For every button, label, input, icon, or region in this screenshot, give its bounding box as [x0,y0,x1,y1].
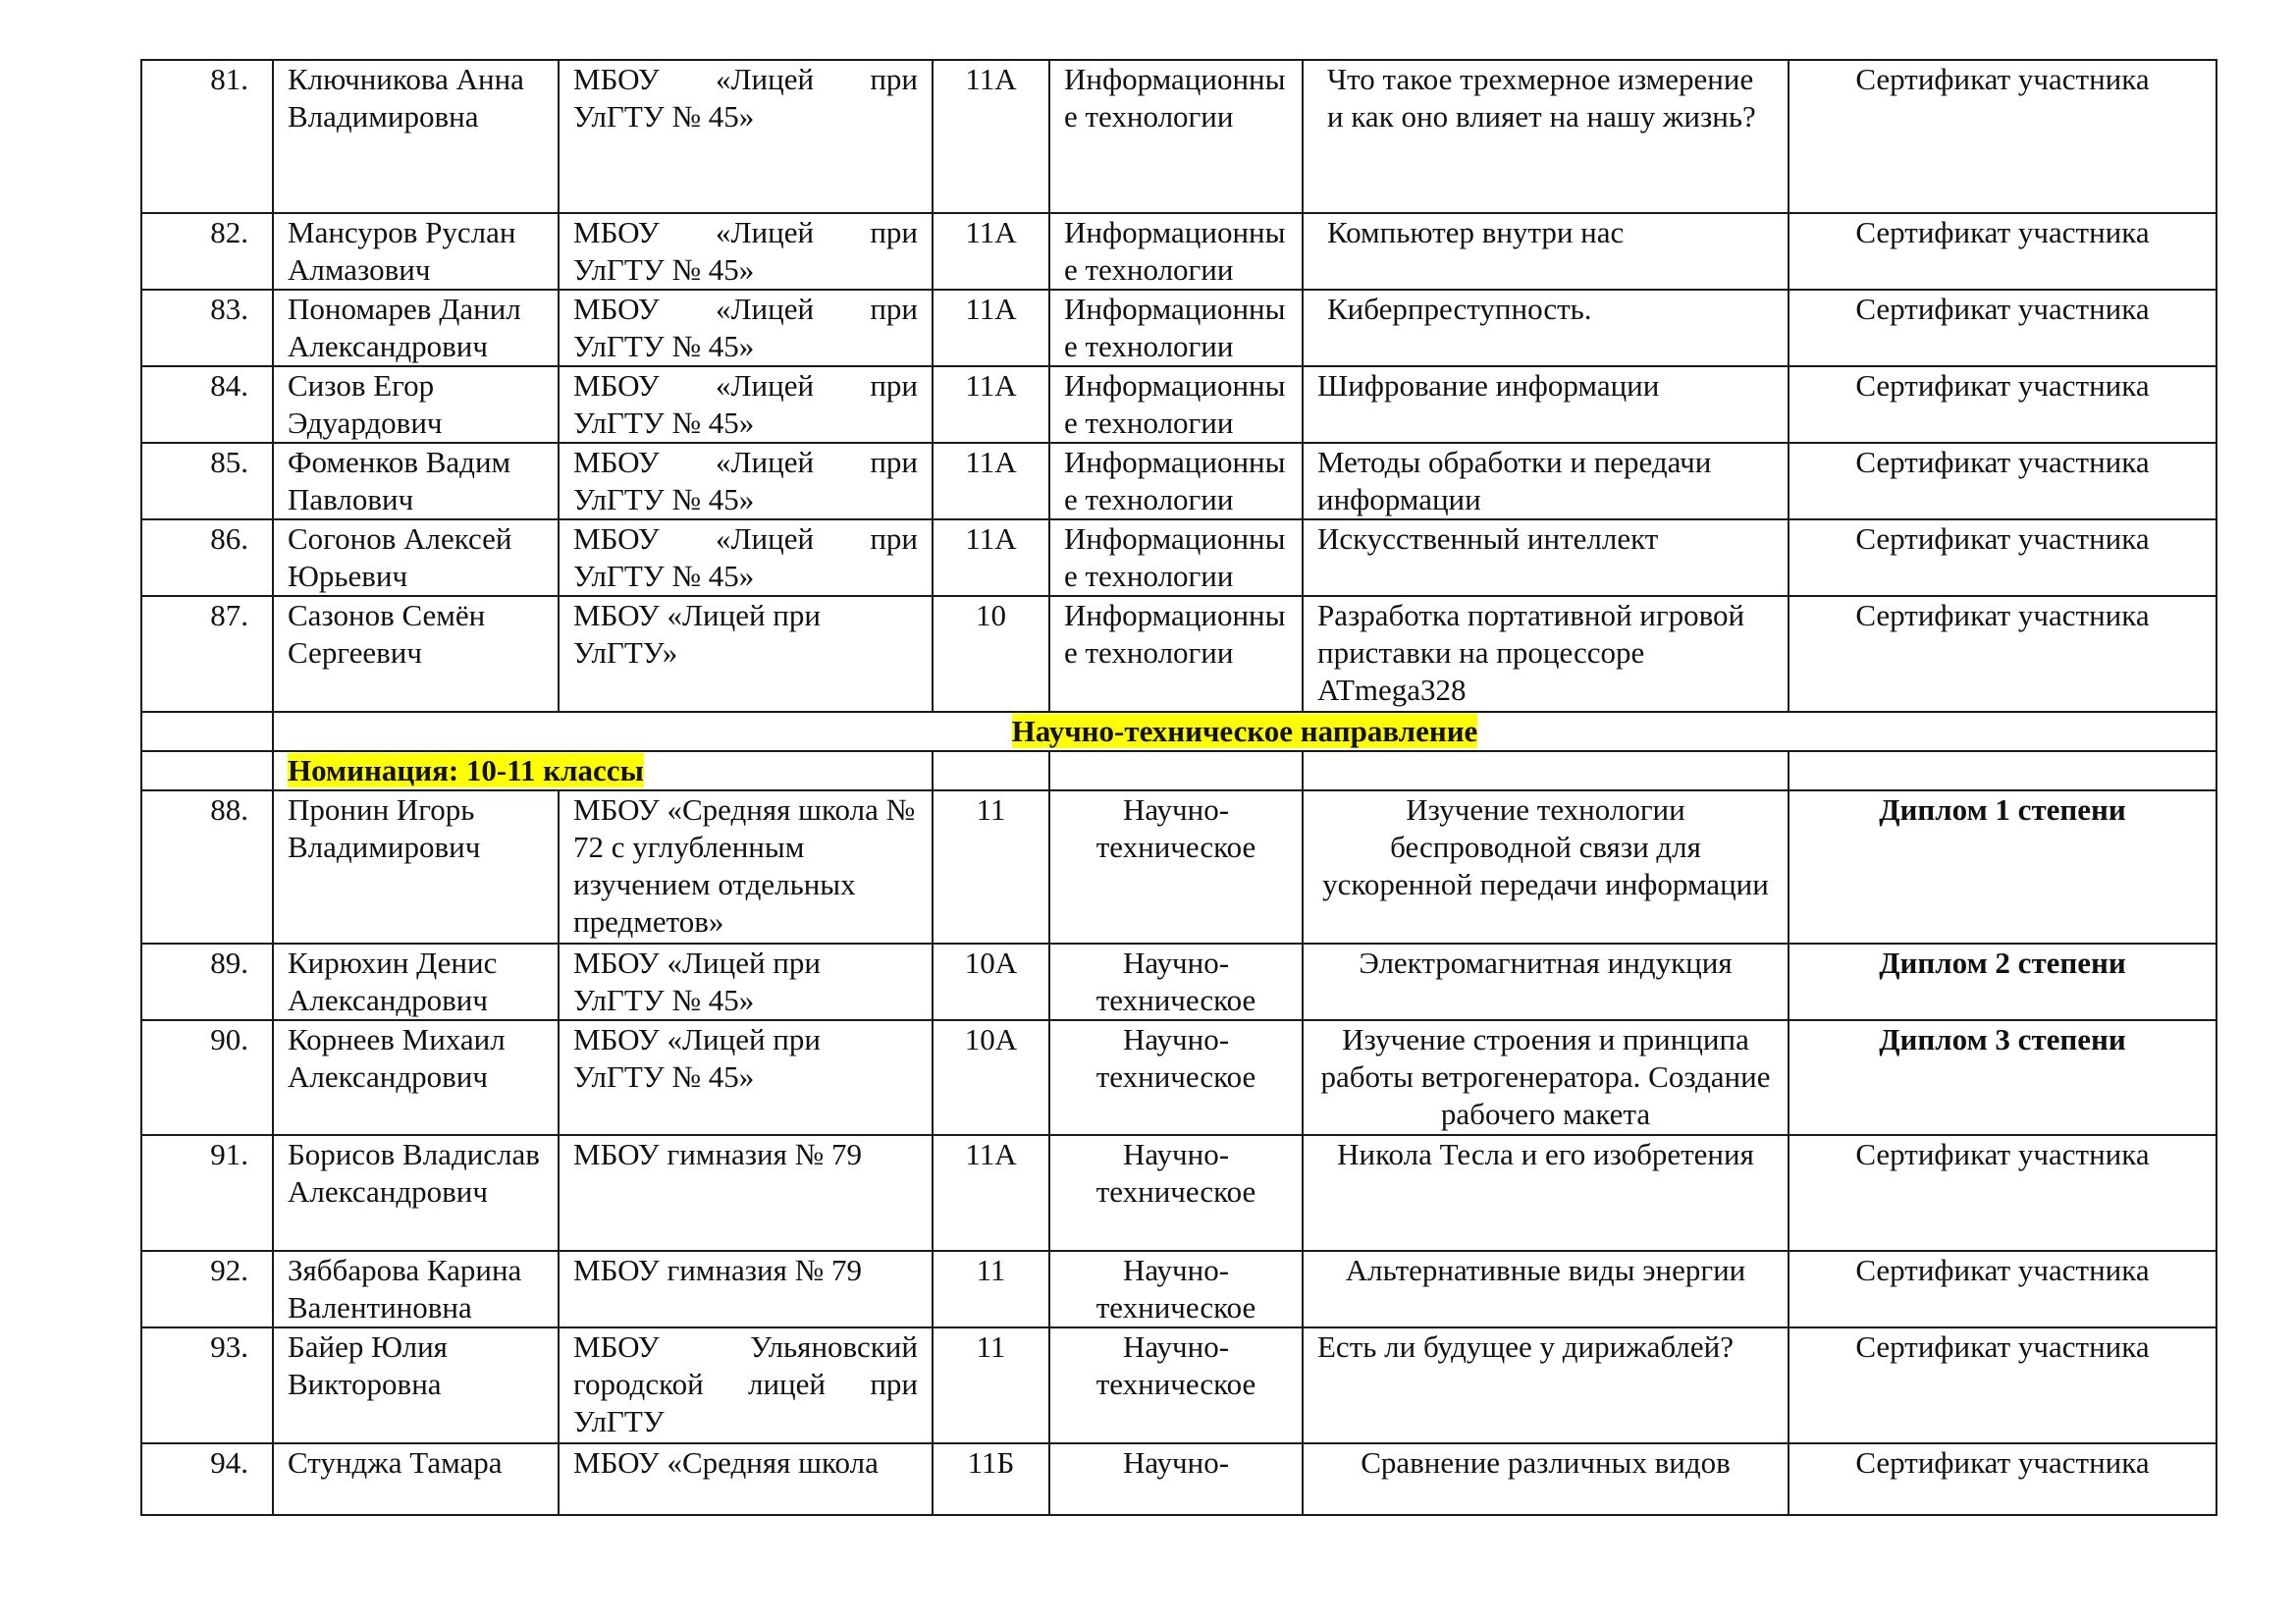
school-line: МБОУ «Лицей при [573,292,918,326]
participant-name: Борисов Владислав Александрович [273,1135,559,1251]
participant-name: Зяббарова Карина Валентиновна [273,1251,559,1327]
nomination-row [141,751,2216,790]
nomination-cell [273,751,933,790]
award: Сертификат участника [1789,519,2216,596]
results-table [140,59,2217,1516]
table-row [141,1251,2216,1327]
award: Сертификат участника [1789,1443,2216,1515]
school-line: УлГТУ № 45» [573,482,755,516]
grade: 11А [933,443,1049,519]
school-name [559,290,933,366]
direction: Научно-техническое [1049,944,1303,1020]
school-name: МБОУ «Средняя школа [559,1443,933,1515]
row-number: 83. [141,290,273,366]
grade: 10А [933,1020,1049,1135]
topic: Изучение технологии беспроводной связи для ускоренной передачи информации [1303,790,1789,944]
school-line: МБОУ «Лицей при [573,445,918,479]
table-row [141,213,2216,290]
participant-name: Стунджа Тамара [273,1443,559,1515]
direction: Информационные технологии [1049,213,1303,290]
topic: Сравнение различных видов [1303,1443,1789,1515]
participant-name: Байер Юлия Викторовна [273,1327,559,1443]
topic: Искусственный интеллект [1303,519,1789,596]
row-number: 84. [141,366,273,443]
grade: 11 [933,1251,1049,1327]
award: Сертификат участника [1789,1251,2216,1327]
award: Сертификат участника [1789,213,2216,290]
section-title-cell [273,712,2216,751]
award: Сертификат участника [1789,596,2216,712]
participant-name: Фоменков Вадим Павлович [273,443,559,519]
school-line: МБОУ «Лицей при [573,62,918,96]
participant-name: Кирюхин Денис Александрович [273,944,559,1020]
award: Сертификат участника [1789,366,2216,443]
row-number: 91. [141,1135,273,1251]
participant-name: Ключникова Анна Владимировна [273,60,559,213]
grade: 11А [933,1135,1049,1251]
school-name: МБОУ «Лицей при УлГТУ № 45» [559,944,933,1020]
topic: Киберпреступность. [1303,290,1789,366]
topic: Альтернативные виды энергии [1303,1251,1789,1327]
grade: 11 [933,790,1049,944]
topic: Разработка портативной игровой приставки на процессоре ATmega328 [1303,596,1789,712]
award: Сертификат участника [1789,443,2216,519]
award: Диплом 3 степени [1789,1020,2216,1135]
grade: 11А [933,366,1049,443]
award: Сертификат участника [1789,1327,2216,1443]
empty-cell [141,712,273,751]
direction: Научно-техническое [1049,790,1303,944]
school-name [559,366,933,443]
direction: Информационные технологии [1049,596,1303,712]
grade: 11 [933,1327,1049,1443]
grade: 11А [933,213,1049,290]
school-name [559,519,933,596]
table-row [141,1135,2216,1251]
topic: Есть ли будущее у дирижаблей? [1303,1327,1789,1443]
row-number: 88. [141,790,273,944]
school-name: МБОУ «Средняя школа № 72 с углубленным изучением отдельных предметов» [559,790,933,944]
award: Сертификат участника [1789,1135,2216,1251]
direction: Научно-техническое [1049,1327,1303,1443]
table-row [141,1327,2216,1443]
school-name: МБОУ гимназия № 79 [559,1251,933,1327]
participant-name: Сизов Егор Эдуардович [273,366,559,443]
school-name: МБОУ Ульяновский городской лицей при УлГТУ [559,1327,933,1443]
table-row [141,1020,2216,1135]
participant-name: Пронин Игорь Владимирович [273,790,559,944]
table-row [141,290,2216,366]
table-row [141,366,2216,443]
direction: Информационные технологии [1049,60,1303,213]
grade: 10 [933,596,1049,712]
section-row [141,712,2216,751]
school-name [559,60,933,213]
empty-cell [141,751,273,790]
topic: Методы обработки и передачи информации [1303,443,1789,519]
table-row [141,596,2216,712]
table-row [141,443,2216,519]
topic: Изучение строения и принципа работы ветрогенератора. Создание рабочего макета [1303,1020,1789,1135]
nomination-label: Номинация: 10-11 классы [288,753,644,787]
school-line: УлГТУ № 45» [573,406,755,440]
grade: 11Б [933,1443,1049,1515]
school-name [559,213,933,290]
topic: Что такое трехмерное измерение и как оно влияет на нашу жизнь? [1303,60,1789,213]
school-line: МБОУ «Лицей при [573,215,918,249]
row-number: 89. [141,944,273,1020]
empty-cell [1049,751,1303,790]
school-line: УлГТУ № 45» [573,252,755,287]
table-row [141,944,2216,1020]
school-line: МБОУ «Лицей при [573,368,918,403]
empty-cell [1303,751,1789,790]
row-number: 94. [141,1443,273,1515]
row-number: 87. [141,596,273,712]
direction: Научно- [1049,1443,1303,1515]
award: Диплом 2 степени [1789,944,2216,1020]
topic: Никола Тесла и его изобретения [1303,1135,1789,1251]
award: Сертификат участника [1789,60,2216,213]
school-line: УлГТУ № 45» [573,99,755,134]
direction: Информационные технологии [1049,290,1303,366]
grade: 10А [933,944,1049,1020]
school-name: МБОУ «Лицей при УлГТУ» [559,596,933,712]
table-row [141,1443,2216,1515]
topic: Электромагнитная индукция [1303,944,1789,1020]
topic: Шифрование информации [1303,366,1789,443]
participant-name: Пономарев Данил Александрович [273,290,559,366]
direction: Научно-техническое [1049,1251,1303,1327]
row-number: 85. [141,443,273,519]
participant-name: Сазонов Семён Сергеевич [273,596,559,712]
section-title: Научно-техническое направление [1011,714,1478,748]
participant-name: Корнеев Михаил Александрович [273,1020,559,1135]
empty-cell [933,751,1049,790]
direction: Научно-техническое [1049,1020,1303,1135]
award: Диплом 1 степени [1789,790,2216,944]
direction: Научно-техническое [1049,1135,1303,1251]
grade: 11А [933,519,1049,596]
table-row [141,790,2216,944]
participant-name: Мансуров Руслан Алмазович [273,213,559,290]
row-number: 90. [141,1020,273,1135]
school-line: УлГТУ № 45» [573,559,755,593]
school-name [559,443,933,519]
award: Сертификат участника [1789,290,2216,366]
participant-name: Согонов Алексей Юрьевич [273,519,559,596]
empty-cell [1789,751,2216,790]
table-row [141,519,2216,596]
table-row [141,60,2216,213]
direction: Информационные технологии [1049,366,1303,443]
school-line: МБОУ «Лицей при [573,521,918,556]
topic: Компьютер внутри нас [1303,213,1789,290]
school-name: МБОУ «Лицей при УлГТУ № 45» [559,1020,933,1135]
direction: Информационные технологии [1049,519,1303,596]
row-number: 92. [141,1251,273,1327]
grade: 11А [933,290,1049,366]
direction: Информационные технологии [1049,443,1303,519]
row-number: 93. [141,1327,273,1443]
school-line: УлГТУ № 45» [573,329,755,363]
row-number: 86. [141,519,273,596]
row-number: 82. [141,213,273,290]
grade: 11А [933,60,1049,213]
school-name: МБОУ гимназия № 79 [559,1135,933,1251]
row-number: 81. [141,60,273,213]
